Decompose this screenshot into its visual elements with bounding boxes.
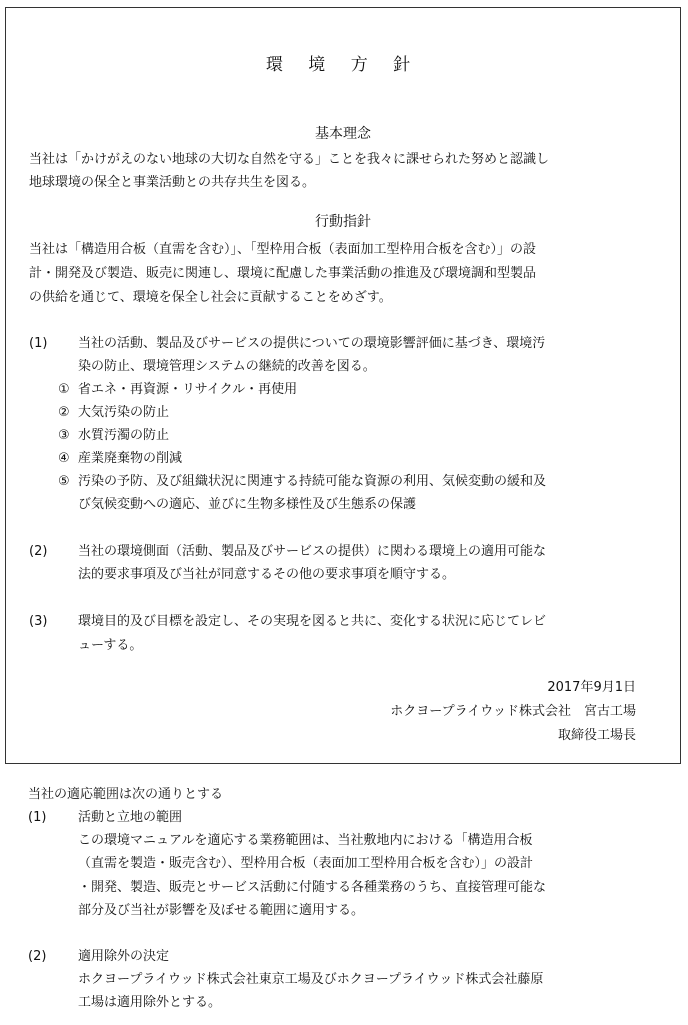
basic-heading: 基本理念 (315, 126, 371, 142)
subitem-mark: ② (58, 405, 70, 420)
item-number: (3) (29, 614, 48, 629)
item-line: 当社の活動、製品及びサービスの提供についての環境影響評価に基づき、環境汚 (78, 336, 546, 351)
policy-box (5, 7, 681, 764)
scope-line: 工場は適用除外とする。 (78, 995, 222, 1010)
company-name: ホクヨープライウッド株式会社 宮古工場 (390, 704, 636, 719)
action-line: の供給を通じて、環境を保全し社会に貢献することをめざす。 (29, 290, 392, 305)
subitem-mark: ① (58, 382, 70, 397)
subitem-text: 大気汚染の防止 (78, 405, 170, 420)
item-line: 法的要求事項及び当社が同意するその他の要求事項を順守する。 (78, 567, 456, 582)
item-line: ューする。 (78, 638, 143, 653)
scope-intro: 当社の適応範囲は次の通りとする (28, 787, 224, 802)
scope-line: （直需を製造・販売含む）、型枠用合板（表面加工型枠用合板を含む）」の設計 (78, 856, 534, 871)
scope-item-number: (1) (28, 810, 47, 825)
subitem-text: 省エネ・再資源・リサイクル・再使用 (78, 382, 298, 397)
basic-line: 当社は「かけがえのない地球の大切な自然を守る」ことを我々に課せられた努めと認識し (29, 152, 550, 167)
subitem-mark: ④ (58, 451, 70, 466)
scope-line: ・開発、製造、販売とサービス活動に付随する各種業務のうち、直接管理可能な (78, 880, 547, 895)
scope-line: 部分及び当社が影響を及ぼせる範囲に適用する。 (78, 903, 365, 918)
subitem-mark: ③ (58, 428, 70, 443)
scope-item-title: 活動と立地の範囲 (78, 810, 183, 825)
subitem-mark: ⑤ (58, 474, 70, 489)
subitem-text: 産業廃棄物の削減 (78, 451, 183, 466)
action-line: 計・開発及び製造、販売に関連し、環境に配慮した事業活動の推進及び環境調和型製品 (29, 266, 537, 281)
subitem-text-cont: び気候変動への適応、並びに生物多様性及び生態系の保護 (78, 497, 417, 512)
subitem-text: 汚染の予防、及び組織状況に関連する持続可能な資源の利用、気候変動の緩和及 (78, 474, 547, 489)
item-line: 当社の環境側面（活動、製品及びサービスの提供）に関わる環境上の適用可能な (78, 544, 547, 559)
item-number: (1) (29, 336, 48, 351)
page-title: 環 境 方 針 (265, 55, 421, 75)
item-number: (2) (29, 544, 48, 559)
subitem-text: 水質汚濁の防止 (78, 428, 170, 443)
policy-date: 2017年9月1日 (547, 680, 636, 695)
scope-line: この環境マニュアルを適応する業務範囲は、当社敷地内における「構造用合板 (78, 833, 533, 848)
scope-item-number: (2) (28, 949, 47, 964)
scope-line: ホクヨープライウッド株式会社東京工場及びホクヨープライウッド株式会社藤原 (78, 972, 544, 987)
item-line: 染の防止、環境管理システムの継続的改善を図る。 (78, 359, 376, 374)
action-line: 当社は「構造用合板（直需を含む）」、「型枠用合板（表面加工型枠用合板を含む）」の設 (29, 242, 537, 257)
item-line: 環境目的及び目標を設定し、その実現を図ると共に、変化する状況に応じてレビ (78, 614, 547, 629)
action-heading: 行動指針 (315, 214, 371, 230)
scope-item-title: 適用除外の決定 (78, 949, 170, 964)
basic-line: 地球環境の保全と事業活動との共存共生を図る。 (29, 175, 316, 190)
signer-title: 取締役工場長 (557, 728, 636, 743)
